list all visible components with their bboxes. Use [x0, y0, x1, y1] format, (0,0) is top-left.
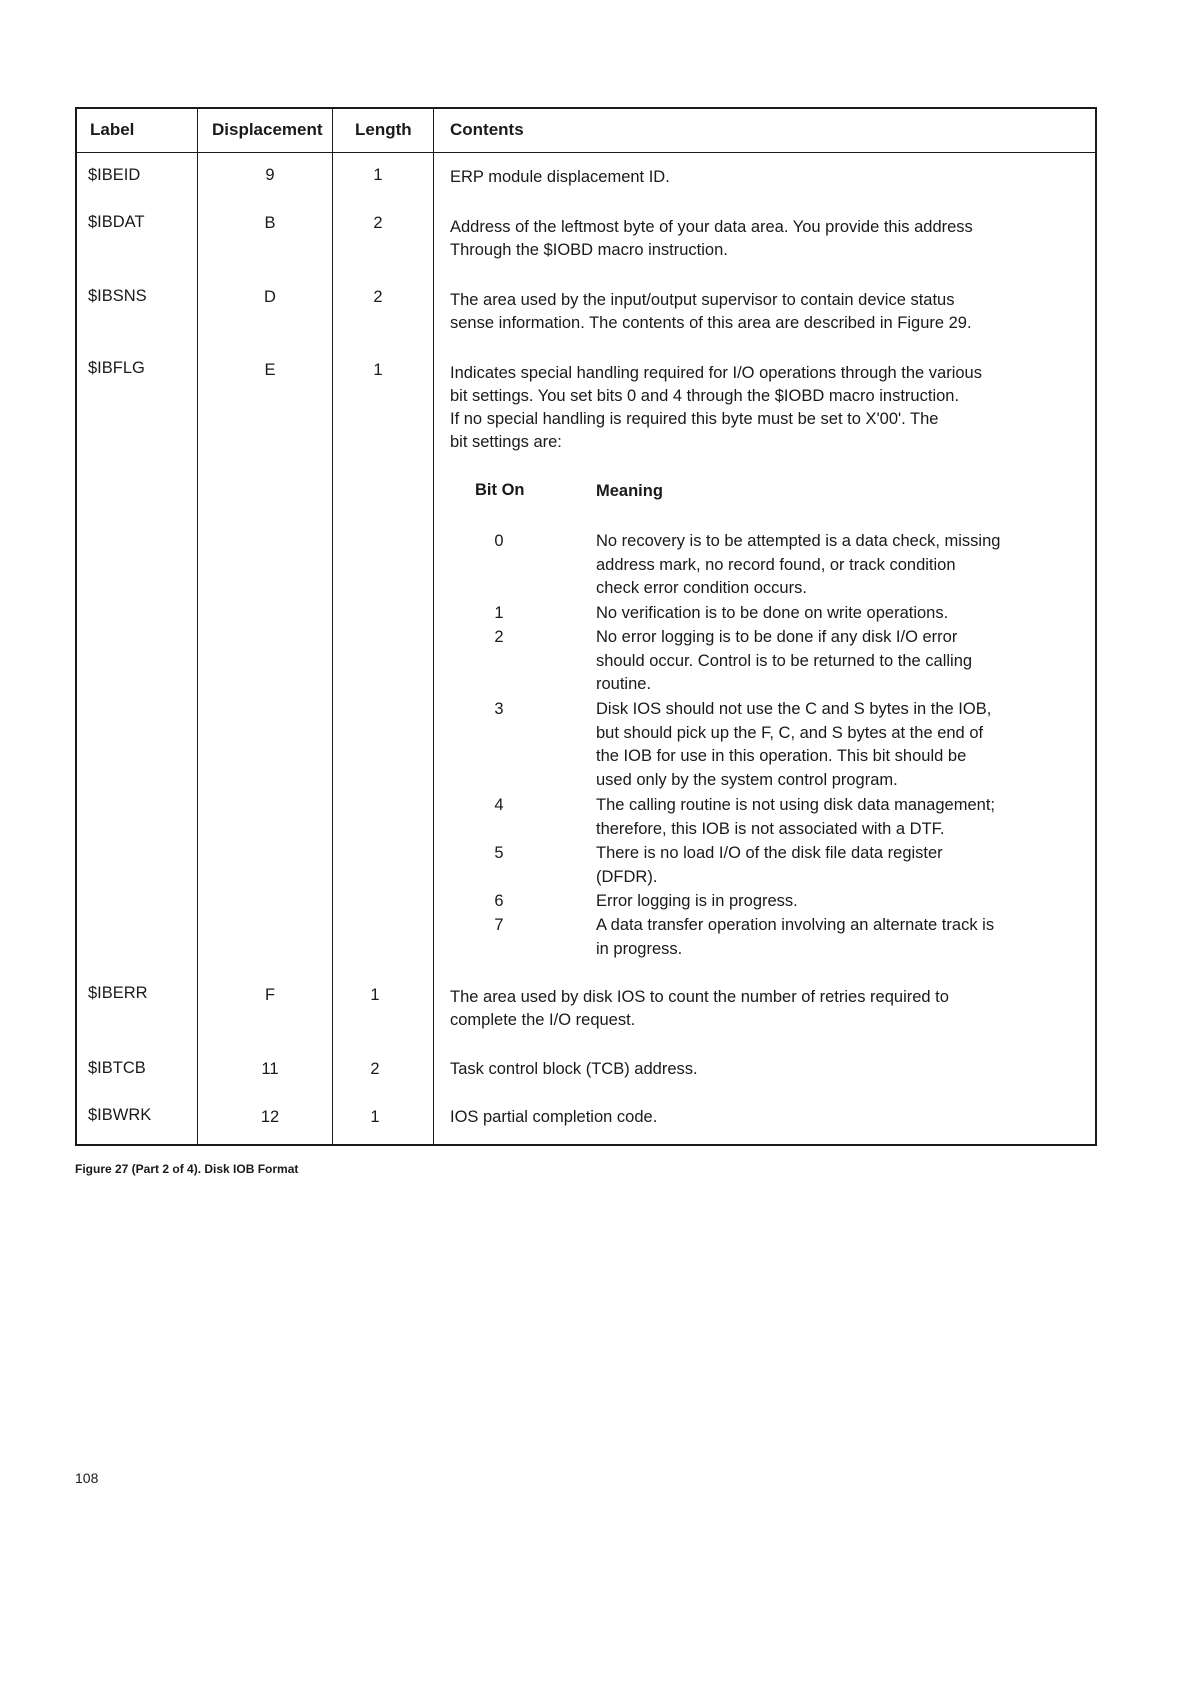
contents-line: Indicates special handling required for I/O operations through the various	[450, 364, 982, 382]
row-contents	[450, 1106, 1070, 1129]
bit-meaning-line: but should pick up the F, C, and S bytes at the end of	[596, 723, 984, 742]
contents-line: bit settings. You set bits 0 and 4 through the $IOBD macro instruction.	[450, 387, 960, 405]
row-contents	[450, 216, 1070, 262]
column-divider-displacement	[332, 109, 333, 1144]
row-displacement: 12	[260, 1108, 280, 1126]
bit-meaning-line: the IOB for use in this operation. This bit should be	[596, 747, 967, 765]
column-divider-length	[433, 109, 434, 1144]
row-displacement: 9	[265, 166, 275, 184]
bit-meaning	[596, 842, 1066, 889]
bit-meaning	[596, 890, 1066, 914]
bit-meaning-line: routine.	[596, 675, 652, 693]
bit-number: 2	[494, 628, 504, 646]
contents-line: The area used by the input/output supervisor to contain device status	[450, 291, 955, 309]
bit-number: 3	[494, 700, 504, 718]
bit-meaning-line: The calling routine is not using disk data management;	[596, 796, 995, 814]
bit-meaning	[596, 698, 1066, 792]
row-length: 1	[370, 1108, 380, 1126]
figure-caption: Figure 27 (Part 2 of 4). Disk IOB Format	[75, 1162, 299, 1176]
bit-meaning	[596, 602, 1066, 626]
bit-meaning-line: No verification is to be done on write operations.	[596, 604, 949, 622]
page-number: 108	[75, 1470, 99, 1486]
contents-line: bit settings are:	[450, 433, 562, 451]
bit-meaning-line: No error logging is to be done if any disk I/O error	[596, 628, 958, 646]
row-label: $IBERR	[88, 984, 148, 1002]
bit-meaning-line: Disk IOS should not use the C and S bytes in the IOB,	[596, 700, 992, 718]
bit-table-header-bit: Bit On	[475, 481, 525, 499]
header-length: Length	[355, 120, 412, 139]
bit-meaning-line: check error condition occurs.	[596, 579, 807, 597]
bit-meaning-line: No recovery is to be attempted is a data check, missing	[596, 532, 1001, 550]
row-label: $IBEID	[88, 166, 141, 184]
row-displacement: B	[264, 214, 276, 232]
contents-line: IOS partial completion code.	[450, 1108, 658, 1126]
row-length: 2	[373, 288, 383, 306]
bit-number: 4	[494, 796, 504, 814]
header-label: Label	[90, 120, 135, 139]
row-label: $IBDAT	[88, 213, 145, 231]
row-length: 1	[370, 986, 380, 1004]
contents-line: Through the $IOBD macro instruction.	[450, 241, 728, 259]
row-contents	[450, 986, 1070, 1032]
column-divider-label	[197, 109, 198, 1144]
row-label: $IBSNS	[88, 287, 147, 305]
contents-line: sense information. The contents of this area are described in Figure 29.	[450, 314, 972, 332]
row-displacement: 11	[261, 1060, 279, 1078]
header-displacement: Displacement	[212, 120, 323, 139]
contents-line: Address of the leftmost byte of your data area. You provide this address	[450, 218, 973, 236]
contents-line: If no special handling is required this byte must be set to X'00'. The	[450, 410, 939, 428]
bit-meaning-line: There is no load I/O of the disk file data register	[596, 844, 943, 862]
bit-number: 0	[494, 532, 504, 550]
row-displacement: F	[264, 986, 276, 1004]
row-contents	[450, 1058, 1070, 1081]
bit-meaning-line: address mark, no record found, or track condition	[596, 555, 956, 574]
bit-table-header-meaning: Meaning	[596, 482, 663, 500]
contents-line: complete the I/O request.	[450, 1011, 636, 1029]
bit-meaning-line: A data transfer operation involving an alternate track is	[596, 916, 995, 934]
header-contents: Contents	[450, 120, 524, 139]
row-displacement: E	[264, 361, 276, 379]
header-divider	[77, 152, 1095, 153]
row-label: $IBFLG	[88, 359, 145, 377]
bit-meaning-line: used only by the system control program.	[596, 770, 898, 789]
row-contents	[450, 362, 1070, 454]
row-length: 2	[373, 214, 383, 232]
row-length: 1	[373, 166, 383, 184]
row-label: $IBWRK	[88, 1106, 152, 1124]
contents-line: Task control block (TCB) address.	[450, 1060, 698, 1078]
bit-meaning-line: (DFDR).	[596, 867, 658, 886]
contents-line: The area used by disk IOS to count the number of retries required to	[450, 988, 949, 1006]
bit-number: 1	[494, 604, 504, 622]
row-label: $IBTCB	[88, 1059, 146, 1077]
bit-meaning-line: therefore, this IOB is not associated with a DTF.	[596, 819, 945, 838]
bit-meaning-line: Error logging is in progress.	[596, 892, 798, 910]
bit-meaning	[596, 914, 1066, 961]
row-displacement: D	[264, 288, 276, 306]
bit-meaning	[596, 626, 1066, 697]
bit-number: 5	[494, 844, 504, 862]
row-length: 2	[370, 1060, 380, 1078]
bit-number: 7	[494, 916, 504, 934]
bit-meaning	[596, 794, 1066, 841]
row-contents	[450, 289, 1070, 335]
bit-meaning-line: in progress.	[596, 939, 683, 958]
bit-meaning	[596, 530, 1066, 601]
row-length: 1	[373, 361, 383, 379]
bit-number: 6	[494, 892, 504, 910]
row-contents	[450, 166, 1070, 189]
contents-line: ERP module displacement ID.	[450, 168, 670, 186]
bit-meaning-line: should occur. Control is to be returned to the calling	[596, 651, 973, 670]
